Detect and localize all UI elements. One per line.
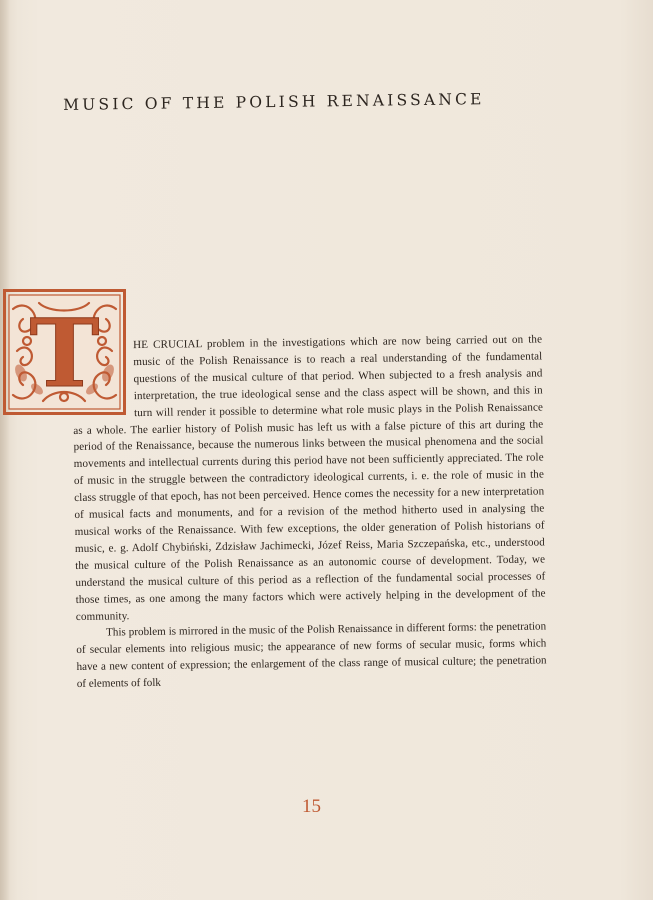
drop-cap-space bbox=[72, 337, 134, 407]
paragraph bbox=[72, 331, 546, 625]
paragraph: This problem is mirrored in the music of the Polish Renaissance in different forms: the penetration of secular elements into religious music; the appearance of new forms of secular music, forms which have a new content of expression; the enlargement of the class range of musical culture; the penetration of elements of folk bbox=[76, 620, 547, 691]
drop-cap-letter: T bbox=[29, 299, 100, 409]
paragraph-text: HE CRUCIAL problem in the investigations which are now being carried out on the music of the Polish Renaissance is to reach a real understanding of the fundamental questions of the musical culture of that period. When subjected to a fresh analysis and interpretation, the true ideological sense and the class aspect will be shown, and this in turn will render it possible to determine what role music plays in the Polish Renaissance as a whole. The earlier history of Polish music has left us with a false picture of this art during the period of the Renaissance, because the numerous links between the musical phenomena and the social movements and intellectual currents during this period have not been sufficiently appreciated. The role of music in the struggle between the contradictory ideological currents, i. e. the role of music in the class struggle of that epoch, has not been perceived. Hence comes the necessity for a new interpretation of musical facts and monuments, and for a revision of the method hitherto used in analysing the musical works of the Renaissance. With few exceptions, the older generation of Polish historians of music, e. g. Adolf Chybiński, Zdzisław Jachimecki, Józef Reiss, Maria Szczepańska, etc., understood the musical culture of the Polish Renaissance as an autonomic course of development. Today, we understand the musical culture of this period as a reflection of the fundamental social processes of those times, as one among the many factors which were actively helping in the development of the community. bbox=[73, 333, 546, 623]
body-text bbox=[72, 331, 547, 693]
page-number: 15 bbox=[302, 796, 321, 817]
chapter-title: MUSIC OF THE POLISH RENAISSANCE bbox=[63, 90, 485, 114]
page-gutter-shadow bbox=[0, 0, 10, 900]
